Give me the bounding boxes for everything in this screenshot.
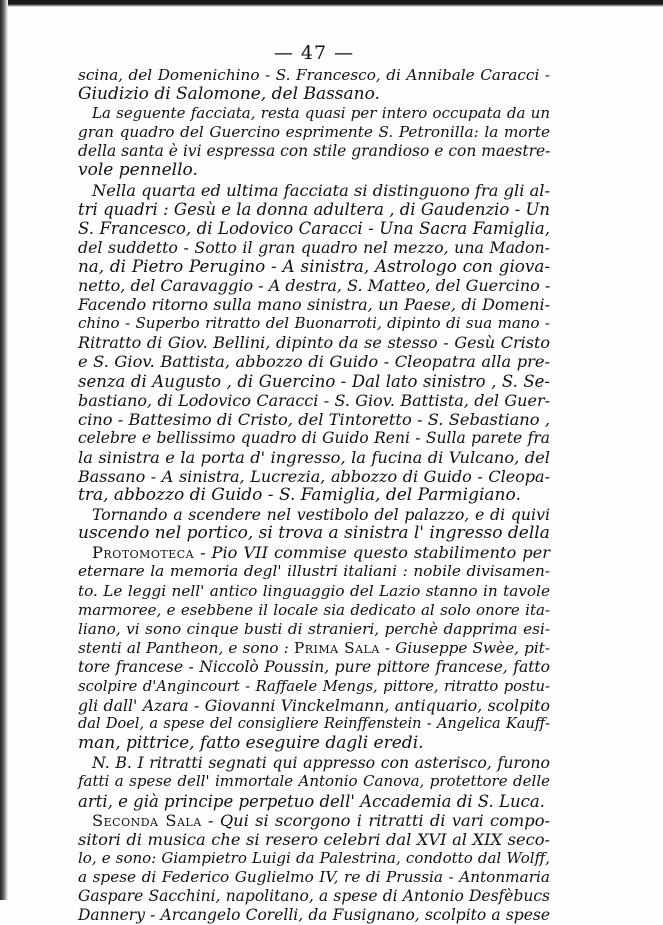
line-text: Ritratto di Giov. Bellini, dipinto da se stesso - Gesù Cristo (78, 333, 550, 353)
line-text: N. B. I ritratti segnati qui appresso con asterisco, furono (92, 753, 550, 773)
line-text: vole pennello. (78, 160, 198, 181)
line-text: della santa è ivi espressa con stile grandioso e con maestre- (78, 142, 551, 161)
line-text: lo, e sono: Giampietro Luigi da Palestrina, condotto dal Wolff, (78, 848, 550, 867)
text-line (78, 66, 550, 85)
text-line (78, 104, 550, 123)
text-line (78, 696, 550, 715)
text-line (78, 639, 550, 658)
line-text: Gaspare Sacchini, napolitano, a spese di Antonio Desfèbucs (78, 887, 550, 906)
line-text: - Giuseppe Swèe, pit- (379, 638, 550, 657)
text-line (78, 486, 550, 505)
text-line (78, 543, 550, 562)
text-line (78, 715, 550, 734)
line-text: la sinistra e la porta d' ingresso, la fucina di Vulcano, del (78, 447, 550, 467)
line-text: eternare la memoria degl' illustri italiani : nobile divisamen- (78, 562, 550, 581)
line-text: marmoree, e esebbene il locale sia dedicato al solo onore ita- (78, 600, 550, 619)
text-line (78, 219, 550, 238)
text-line (78, 562, 550, 581)
text-line (78, 410, 550, 429)
line-text: e S. Giov. Battista, abbozzo di Guido - Cleopatra alla pre- (78, 352, 550, 372)
text-line (78, 620, 550, 639)
text-line (78, 276, 550, 295)
line-text: fatti a spese dell' immortale Antonio Canova, protettore delle (78, 772, 550, 791)
text-line (78, 524, 550, 543)
text-line (78, 582, 550, 601)
line-text: S. Francesco, di Lodovico Caracci - Una Sacra Famiglia, (78, 218, 550, 238)
text-line (78, 753, 550, 772)
text-line (78, 811, 550, 830)
line-text: Giudizio di Salomone, del Bassano. (78, 84, 380, 105)
line-text: tore francese - Niccolò Poussin, pure pittore francese, fatto (78, 657, 550, 676)
text-line (78, 467, 550, 486)
small-caps-heading: Protomoteca (92, 543, 195, 563)
line-text: Nella quarta ed ultima facciata si distinguono fra gli al- (92, 180, 550, 200)
line-text: Facendo ritorno sulla mano sinistra, un Paese, di Domeni- (78, 295, 550, 315)
line-text: tra, abbozzo di Guido - S. Famiglia, del Parmigiano. (78, 485, 521, 506)
line-text: celebre e bellissimo quadro di Guido Reni - Sulla parete fra (78, 428, 550, 447)
page-number: — 47 — (273, 42, 355, 64)
line-text: Dannery - Arcangelo Corelli, da Fusignano, scolpito a spese (78, 906, 550, 925)
text-line (78, 314, 550, 333)
line-text: dal Doel, a spese del consigliere Reinffenstein - Angelica Kauff- (78, 716, 550, 733)
text-line (78, 658, 550, 677)
line-text: man, pittrice, fatto eseguire dagli eredi. (78, 733, 424, 754)
line-text: gli dall' Azara - Giovanni Vinckelmann, antiquario, scolpito (78, 696, 550, 716)
text-line (78, 868, 550, 887)
line-text: arti, e già principe perpetuo dell' Accademia di S. Luca. (78, 791, 545, 811)
line-text: del suddetto - Sotto il gran quadro nel mezzo, una Madon- (78, 237, 550, 257)
small-caps-heading: Prima Sala (293, 638, 380, 657)
text-line (78, 257, 550, 276)
text-line (78, 887, 550, 906)
line-text: cino - Battesimo di Cristo, del Tintoretto - S. Sebastiano , (78, 409, 550, 429)
line-text: a spese di Federico Guglielmo IV, re di Prussia - Antonmaria (78, 867, 550, 886)
text-line (78, 333, 550, 352)
line-text: La seguente facciata, resta quasi per intero occupata da un (92, 104, 550, 123)
page-left-edge-shadow (0, 0, 8, 900)
text-line (78, 181, 550, 200)
text-line (78, 142, 550, 161)
text-line (78, 238, 550, 257)
line-text: gran quadro del Guercino esprimente S. Petronilla: la morte (78, 123, 550, 142)
text-line (78, 849, 550, 868)
text-line (78, 448, 550, 467)
text-line (78, 734, 550, 753)
line-text: uscendo nel portico, si trova a sinistra l' ingresso della (78, 523, 550, 544)
text-line (78, 123, 550, 142)
line-text: - Qui si scorgono i ritratti di vari compo- (201, 810, 550, 830)
line-text: scolpire d'Angincourt - Raffaele Mengs, pittore, ritratto postu- (78, 678, 550, 695)
text-line (78, 792, 550, 811)
text-line (78, 677, 550, 696)
line-text: Tornando a scendere nel vestibolo del palazzo, e di quivi (92, 505, 550, 525)
line-text: sitori di musica che si resero celebri dal XVI al XIX seco- (78, 829, 550, 849)
line-text: chino - Superbo ritratto del Buonarroti, dipinto di sua mano - (78, 314, 550, 333)
line-text: scina, del Domenichino - S. Francesco, di Annibale Caracci - (78, 66, 550, 84)
text-line (78, 161, 550, 180)
text-line (78, 200, 550, 219)
line-text: to. Le leggi nell' antico linguaggio del Lazio stanno in tavole (78, 581, 550, 600)
text-line (78, 352, 550, 371)
line-text: stenti al Pantheon, e sono : (78, 638, 294, 657)
line-text: tri quadri : Gesù e la donna adultera , di Gaudenzio - Un (78, 199, 550, 219)
text-line (78, 601, 550, 620)
small-caps-heading: Seconda Sala (92, 810, 202, 830)
text-line (78, 85, 550, 104)
line-text: na, di Pietro Perugino - A sinistra, Astrologo con giova- (78, 255, 550, 276)
line-text: netto, del Caravaggio - A destra, S. Matteo, del Guercino - (78, 276, 551, 296)
body-text (78, 66, 550, 925)
line-text: liano, vi sono cinque busti di stranieri, perchè dapprima esi- (78, 619, 550, 638)
line-text: Bassano - A sinistra, Lucrezia, abbozzo di Guido - Cleopa- (78, 466, 550, 486)
text-line (78, 830, 550, 849)
line-text: bastiano, di Lodovico Caracci - S. Giov. Battista, del Guer- (78, 390, 550, 410)
line-text: senza di Augusto , di Guercino - Dal lato sinistro , S. Se- (78, 371, 550, 391)
text-line (78, 391, 550, 410)
text-line (78, 772, 550, 791)
book-page (78, 40, 550, 925)
text-line (78, 295, 550, 314)
text-line (78, 429, 550, 448)
text-line (78, 505, 550, 524)
text-line (78, 906, 550, 925)
text-line (78, 372, 550, 391)
line-text: - Pio VII commise questo stabilimento per (194, 543, 550, 563)
page-top-edge-shadow (0, 0, 663, 7)
